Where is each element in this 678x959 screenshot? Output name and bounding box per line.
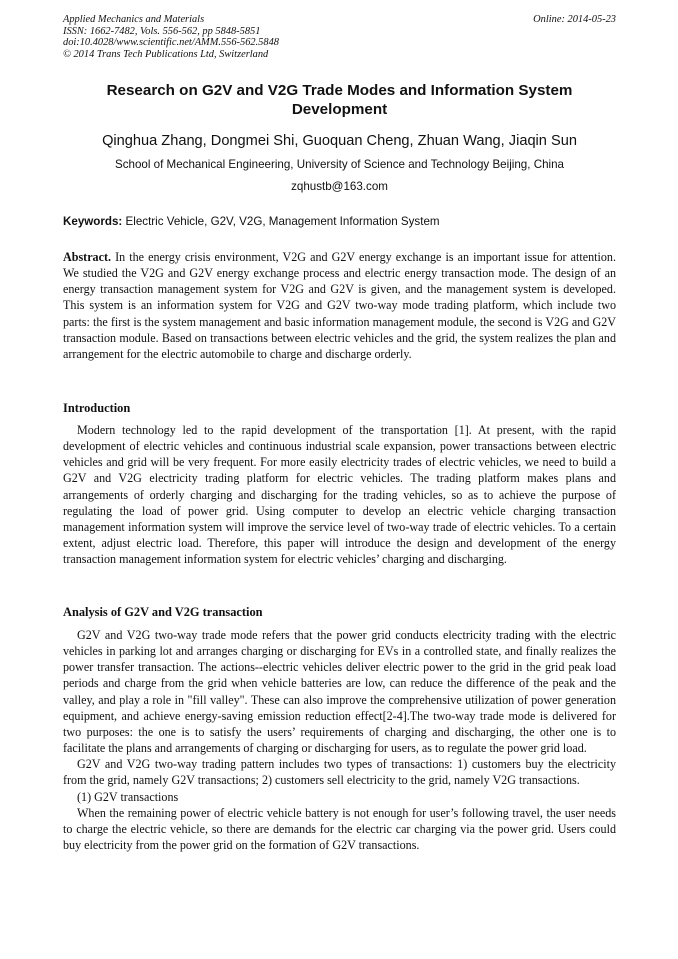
introduction-heading: Introduction: [63, 401, 131, 415]
g2v-subheading: (1) G2V transactions: [77, 789, 179, 804]
abstract: [63, 249, 616, 362]
keywords-label: Keywords:: [63, 215, 123, 228]
contact-email: zqhustb@163.com: [291, 180, 388, 193]
analysis-heading: Analysis of G2V and V2G transaction: [63, 605, 263, 619]
online-date: Online: 2014-05-23: [533, 14, 616, 25]
analysis-section: [63, 627, 616, 853]
keywords-text: Electric Vehicle, G2V, V2G, Management Information System: [125, 215, 440, 228]
author-list: Qinghua Zhang, Dongmei Shi, Guoquan Cheng, Zhuan Wang, Jiaqin Sun: [102, 133, 577, 149]
doi-line: doi:10.4028/www.scientific.net/AMM.556-562.5848: [63, 37, 279, 49]
analysis-paragraph-3: When the remaining power of electric vehicle battery is not enough for user’s following travel, the user needs to charge the electric vehicle, so there are demands for the electric car charging via the power grid. Users could buy electricity from the power grid on the formation of G2V transactions.: [63, 805, 616, 853]
paper-title: Research on G2V and V2G Trade Modes and Information System Development: [106, 82, 573, 118]
abstract-label: Abstract.: [63, 250, 112, 264]
copyright-line: © 2014 Trans Tech Publications Ltd, Switzerland: [63, 48, 269, 60]
abstract-text: In the energy crisis environment, V2G and G2V energy exchange is an important issue for attention. We studied the V2G and G2V energy exchange process and electric energy transaction mode. The design of an energy transaction management system for V2G and G2V is given, and the management system is developed. This system is an information system for V2G and G2V two-way mode trading platform, which include two parts: the first is the system management and basic information management module, the second is V2G and G2V transaction module. Based on transactions between electric vehicles and the grid, the system realizes the plan and arrangement for the electric automobile to charge and discharge orderly.: [63, 250, 616, 361]
keywords: [63, 214, 616, 229]
journal-name: Applied Mechanics and Materials: [63, 14, 205, 25]
introduction-section: [63, 422, 616, 567]
journal-header: [63, 14, 616, 60]
analysis-paragraph-2: G2V and V2G two-way trading pattern includes two types of transactions: 1) customers buy the electricity from the grid, namely G2V transactions; 2) customers sell electricity to the grid, namely V2G transactions.: [63, 757, 616, 788]
issn-line: ISSN: 1662-7482, Vols. 556-562, pp 5848-5851: [63, 25, 261, 37]
analysis-paragraph-1: G2V and V2G two-way trade mode refers that the power grid conducts electricity trading with the electric vehicles in parking lot and arranges charging or discharging for EVs in a controlled state, and finally realizes the power transfer transaction. The actions--electric vehicles deliver electric power to the grid in the grid peak load periods and charge from the grid when vehicle batteries are low, can reduce the difference of the peak and the valley, and play a role in "fill valley". These can also improve the comprehensive utilization of power generation equipment, and achieve energy-saving emission reduction effect[2-4].The two-way trade mode is delivered for two purposes: the one is to satisfy the users’ requirements of charging and discharging, the other one is to facilitate the plans and arrangements of charging or discharging for users, as to regulate the power grid load.: [63, 628, 616, 756]
affiliation: School of Mechanical Engineering, University of Science and Technology Beijing, China: [115, 158, 564, 171]
introduction-paragraph: Modern technology led to the rapid development of the transportation [1]. At present, with the rapid development of electric vehicles and continuous industrial scale expansion, power transactions between electric vehicles and grid will be very frequent. For more easily electricity trades of electric vehicles, we need to build a G2V and V2G electricity trading platform for electric vehicles. The trading platform makes plans and arrangements of orderly charging and discharging for the trading vehicles, so as to achieve the purpose of regulating the load of power grid. Using computer to develop an electric vehicle charging transaction management information system will improve the service level of two-way trade of electric vehicles. To a certain extent, adjust electric load. Therefore, this paper will introduce the design and development of the energy transaction management information system for electric vehicles’ charging and discharging.: [63, 423, 616, 567]
